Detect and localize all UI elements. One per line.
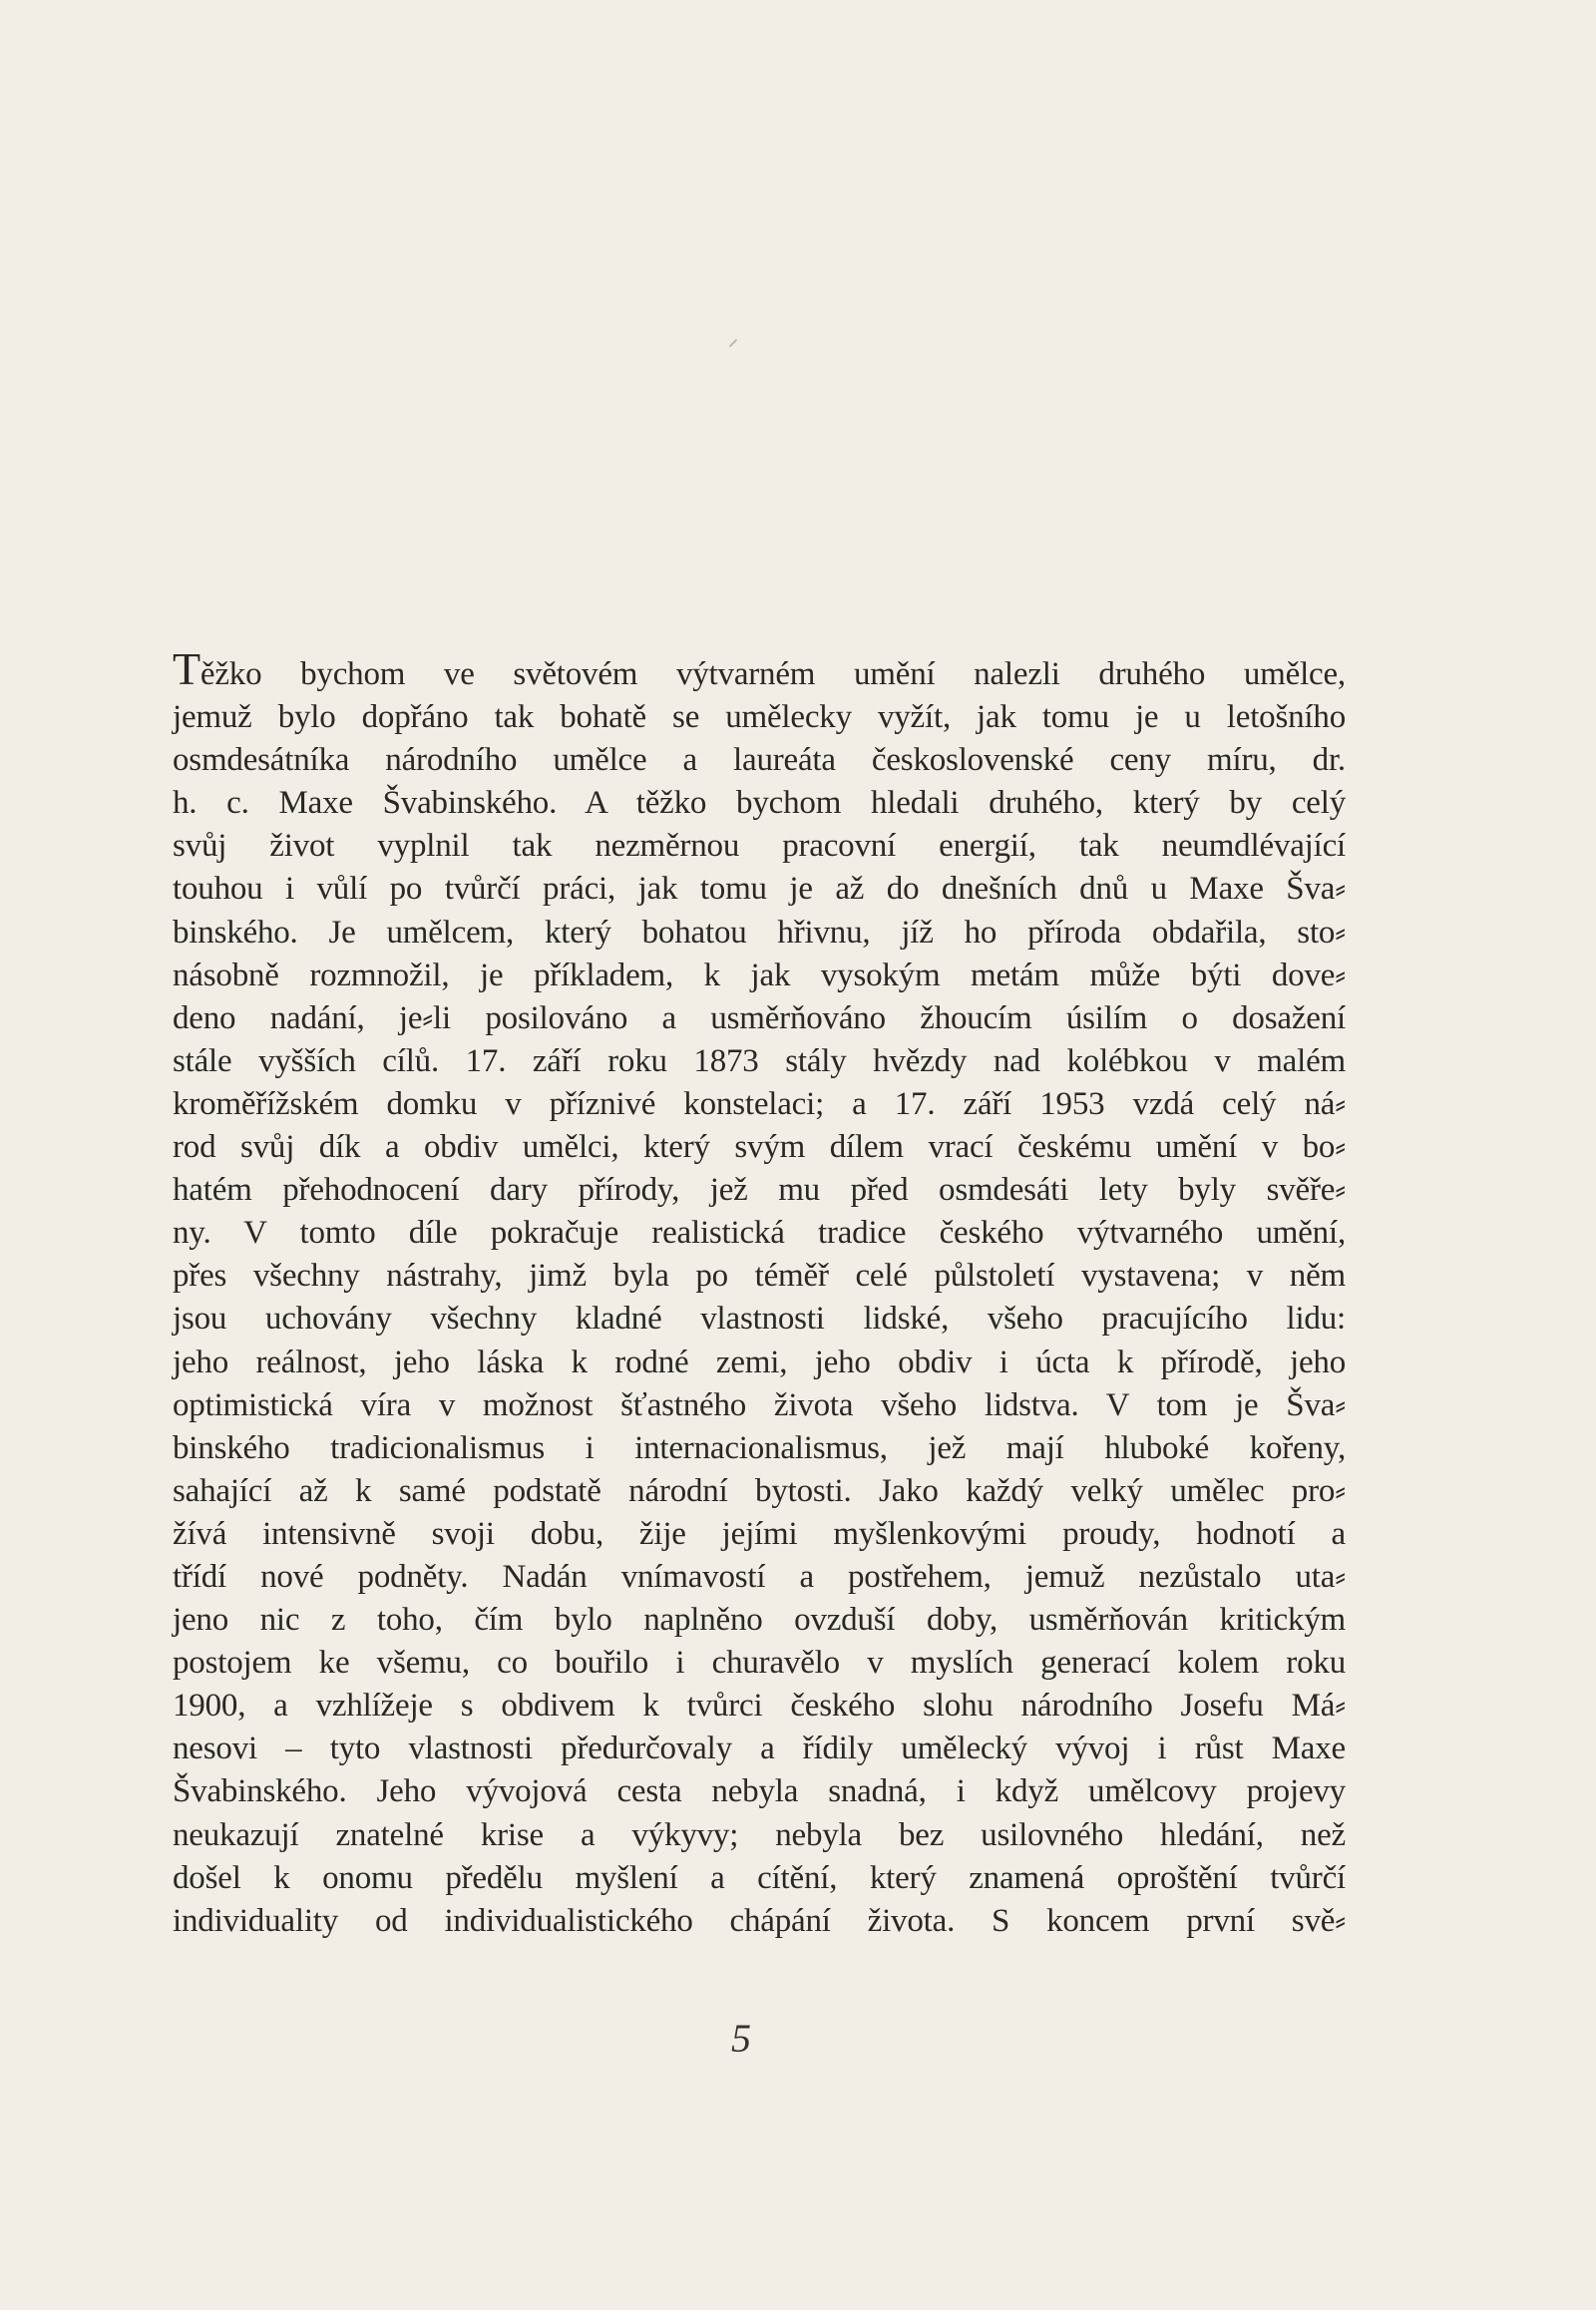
text-line (173, 868, 1346, 911)
text-line (173, 1427, 1346, 1470)
initial-letter: T (173, 643, 200, 694)
body-text (173, 643, 1346, 1943)
text-line (173, 1770, 1346, 1813)
line-text: jsou uchovány všechny kladné vlastnosti lidské, všeho pracujícího lidu: (173, 1301, 1346, 1338)
text-line (173, 1900, 1346, 1943)
text-line (173, 782, 1346, 825)
line-text: jemuž bylo dopřáno tak bohatě se umělecky vyžít, jak tomu je u letošního (173, 699, 1346, 736)
line-text: ny. V tomto díle pokračuje realistická tradice českého výtvarného umění, (173, 1215, 1346, 1252)
page-number: 5 (731, 2016, 751, 2061)
line-text: individuality od individualistického chápání života. S koncem první svě⸗ (173, 1902, 1346, 1939)
line-text: třídí nové podněty. Nadán vnímavostí a postřehem, jemuž nezůstalo uta⸗ (173, 1558, 1346, 1595)
line-text: jeno nic z toho, čím bylo naplněno ovzduší doby, usměrňován kritickým (173, 1602, 1346, 1639)
text-line (173, 1513, 1346, 1556)
text-line (173, 1298, 1346, 1341)
line-text: optimistická víra v možnost šťastného života všeho lidstva. V tom je Šva⸗ (173, 1386, 1346, 1423)
scan-speck (729, 339, 737, 347)
line-text: h. c. Maxe Švabinského. A těžko bychom hledali druhého, který by celý (173, 785, 1346, 822)
text-line (173, 1857, 1346, 1900)
line-text: přes všechny nástrahy, jimž byla po téměř celé půlstoletí vystavena; v něm (173, 1258, 1346, 1295)
line-text: ěžko bychom ve světovém výtvarném umění nalezli druhého umělce, (200, 656, 1346, 692)
text-line (173, 1599, 1346, 1642)
line-text: svůj život vyplnil tak nezměrnou pracovní energií, tak neumdlévající (173, 828, 1346, 865)
text-line (173, 1169, 1346, 1212)
line-text: Švabinského. Jeho vývojová cesta nebyla snadná, i když umělcovy projevy (173, 1773, 1346, 1810)
line-text: jeho reálnost, jeho láska k rodné zemi, jeho obdiv i úcta k přírodě, jeho (173, 1344, 1346, 1380)
line-text: rod svůj dík a obdiv umělci, který svým dílem vrací českému umění v bo⸗ (173, 1129, 1346, 1166)
text-line (173, 1083, 1346, 1126)
line-text: osmdesátníka národního umělce a laureáta československé ceny míru, dr. (173, 742, 1346, 779)
line-text: hatém přehodnocení dary přírody, jež mu před osmdesáti lety byly svěře⸗ (173, 1172, 1346, 1209)
text-line (173, 1556, 1346, 1599)
line-text: 1900, a vzhlížeje s obdivem k tvůrci českého slohu národního Josefu Má⸗ (173, 1688, 1346, 1725)
text-line (173, 696, 1346, 739)
line-text: žívá intensivně svoji dobu, žije jejími myšlenkovými proudy, hodnotí a (173, 1515, 1346, 1552)
text-line (173, 1470, 1346, 1513)
line-text: kroměřížském domku v příznivé konstelaci; a 17. září 1953 vzdá celý ná⸗ (173, 1085, 1346, 1122)
line-text: nesovi – tyto vlastnosti předurčovaly a řídily umělecký vývoj i růst Maxe (173, 1731, 1346, 1767)
line-text: došel k onomu předělu myšlení a cítění, který znamená oproštění tvůrčí (173, 1859, 1346, 1896)
text-line (173, 997, 1346, 1040)
line-text: násobně rozmnožil, je příkladem, k jak vysokým metám může býti dove⸗ (173, 957, 1346, 993)
text-line (173, 955, 1346, 997)
line-text: binského tradicionalismus i internacionalismus, jež mají hluboké kořeny, (173, 1429, 1346, 1466)
line-text: neukazují znatelné krise a výkyvy; nebyla bez usilovného hledání, než (173, 1816, 1346, 1853)
text-line (173, 1728, 1346, 1770)
text-line (173, 1255, 1346, 1298)
line-text: touhou i vůlí po tvůrčí práci, jak tomu je až do dnešních dnů u Maxe Šva⸗ (173, 871, 1346, 908)
text-line (173, 1814, 1346, 1857)
line-text: postojem ke všemu, co bouřilo i churavělo v myslích generací kolem roku (173, 1645, 1346, 1682)
text-line (173, 643, 1346, 696)
text-line (173, 912, 1346, 955)
line-text: deno nadání, je⸗li posilováno a usměrňováno žhoucím úsilím o dosažení (173, 999, 1346, 1036)
text-line (173, 739, 1346, 782)
text-line (173, 1212, 1346, 1255)
text-line (173, 1126, 1346, 1169)
text-line (173, 1342, 1346, 1384)
line-text: stále vyšších cílů. 17. září roku 1873 stály hvězdy nad kolébkou v malém (173, 1042, 1346, 1079)
text-line (173, 1685, 1346, 1728)
text-line (173, 825, 1346, 868)
text-line (173, 1040, 1346, 1083)
text-line (173, 1642, 1346, 1685)
line-text: sahající až k samé podstatě národní bytosti. Jako každý velký umělec pro⸗ (173, 1472, 1346, 1509)
text-line (173, 1384, 1346, 1427)
line-text: binského. Je umělcem, který bohatou hřivnu, jíž ho příroda obdařila, sto⸗ (173, 914, 1346, 951)
